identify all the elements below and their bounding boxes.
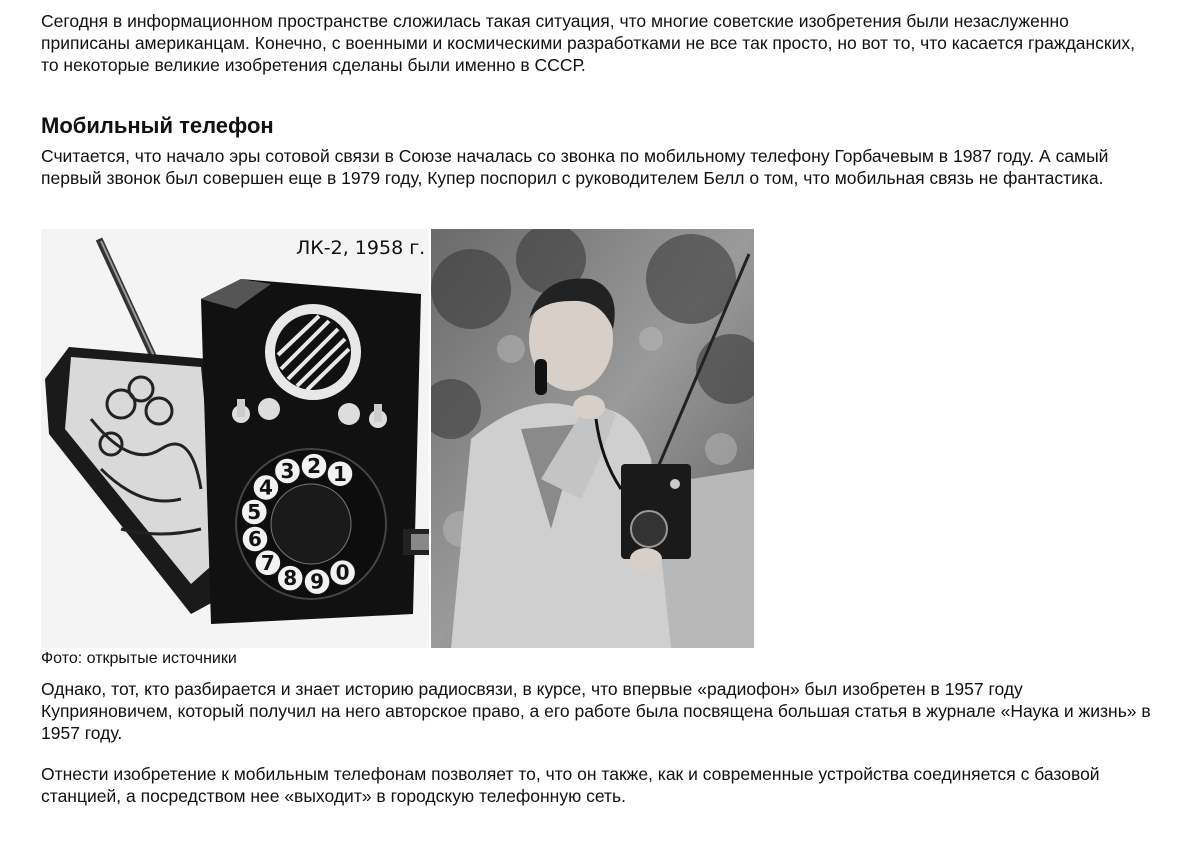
dial-digit: 7	[260, 550, 275, 575]
man-with-phone-photo	[431, 229, 754, 648]
dial-digit: 6	[248, 527, 262, 552]
body-paragraph-1: Однако, тот, кто разбирается и знает историю радиосвязи, в курсе, что впервые «радиофон» был изобретен в 1957 году Куприяновичем, который получил на него авторское право, а его работе была посвящена большая статья в журнале «Наука и жизнь» в 1957 году.	[41, 679, 1151, 743]
article	[41, 10, 1151, 806]
intro-paragraph: Сегодня в информационном пространстве сложилась такая ситуация, что многие советские изобретения были незаслуженно приписаны американцам. Конечно, с военными и космическими разработками не все так просто, но вот то, что касается гражданских, то некоторые великие изобретения сделаны были именно в СССР.	[41, 11, 1135, 75]
figure-caption: Фото: открытые источники	[41, 650, 237, 667]
lead-paragraph: Считается, что начало эры сотовой связи в Союзе началась со звонка по мобильному телефону Горбачевым в 1987 году. А самый первый звонок был совершен еще в 1979 году, Купер поспорил с руководителем Белл о том, что мобильная связь не фантастика.	[41, 146, 1109, 188]
body-paragraph-2: Отнести изобретение к мобильным телефонам позволяет то, что он также, как и современные устройства соединяется с базовой станцией, а посредством нее «выходит» в городскую телефонную сеть.	[41, 764, 1100, 806]
figure	[41, 229, 754, 648]
dial-digit: 4	[258, 475, 273, 500]
dial-digit: 2	[307, 454, 321, 479]
section-heading: Мобильный телефон	[41, 113, 274, 138]
device-illustration	[41, 229, 429, 648]
dial-digit: 8	[283, 566, 298, 591]
dial-digit: 1	[333, 461, 347, 486]
dial-digit: 9	[310, 569, 325, 594]
dial-digit: 5	[247, 499, 262, 524]
device-photo	[41, 229, 429, 648]
figure-label: ЛК-2, 1958 г.	[296, 237, 426, 259]
dial-digit: 0	[335, 560, 350, 585]
man-photo-illustration	[431, 229, 754, 648]
dial-digit: 3	[280, 459, 295, 484]
